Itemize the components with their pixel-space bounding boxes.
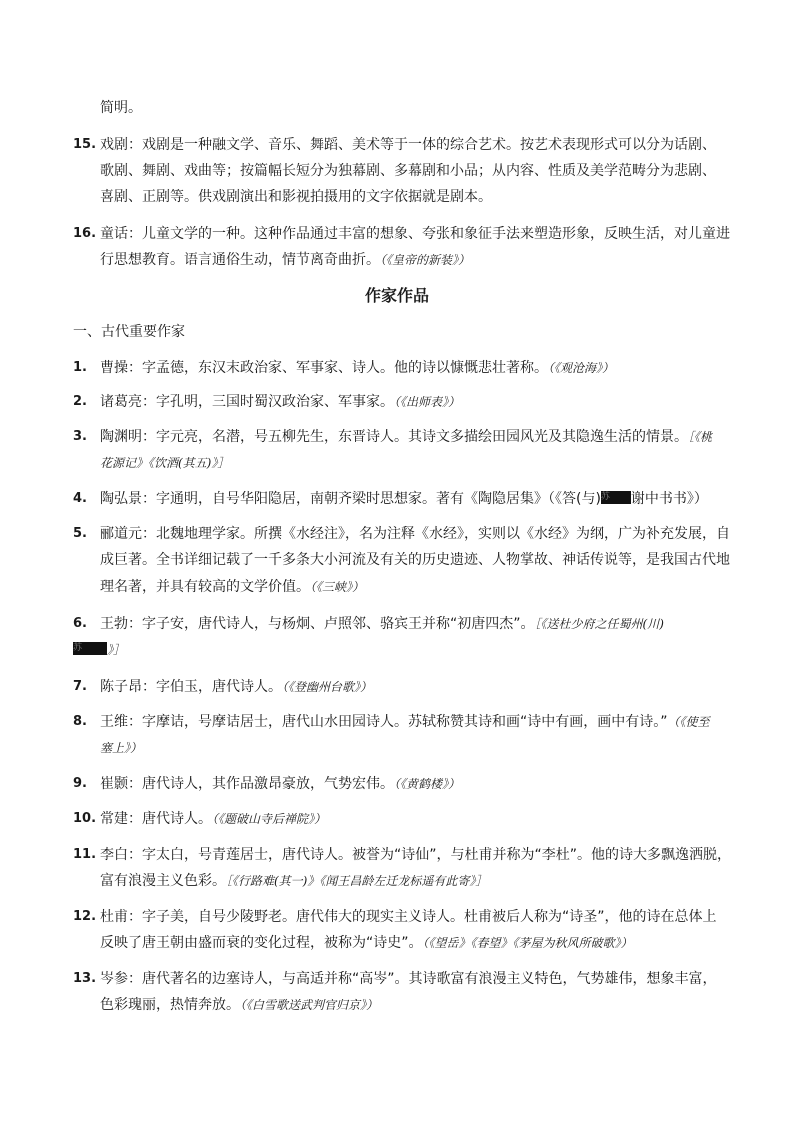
item-number: 11.: [73, 847, 97, 862]
paragraph-text: 简明。: [100, 100, 142, 116]
paragraph-text: 曹操：字孟德，东汉末政治家、军事家、诗人。他的诗以慷慨悲壮著称。: [100, 360, 548, 376]
item-number: 4.: [73, 491, 87, 506]
item-number: 7.: [73, 679, 87, 694]
item-number: 13.: [73, 971, 97, 986]
section-title: 作家作品: [364, 286, 429, 305]
works-reference: （《出师表》）: [394, 395, 461, 409]
redacted-char: 苏: [73, 643, 83, 653]
redaction-box: [601, 491, 631, 504]
item-number: 6.: [73, 616, 87, 631]
works-reference: （《观沧海》）: [548, 361, 615, 375]
paragraph-text: 歌剧、舞剧、戏曲等；按篇幅长短分为独幕剧、多幕剧和小品；从内容、性质及美学范畴分为悲剧、: [100, 163, 716, 179]
item-number: 9.: [73, 776, 87, 791]
paragraph-text: 崔颢：唐代诗人，其作品激昂豪放，气势宏伟。: [100, 776, 394, 792]
item-number: 3.: [73, 429, 87, 444]
works-reference: ［《桃: [688, 430, 713, 444]
paragraph-text: 谢中书书》）: [630, 491, 708, 507]
paragraph-text: 反映了唐王朝由盛而衰的变化过程，被称为“诗史”。: [100, 935, 423, 951]
works-reference: 塞上》）: [100, 741, 143, 755]
paragraph-text: 陶弘景：字通明，自号华阳隐居，南朝齐梁时思想家。著有《陶隐居集》（《答(与): [100, 491, 601, 507]
works-reference: 花源记》《饮酒(其五)》］: [100, 456, 230, 470]
paragraph-text: 岑参：唐代著名的边塞诗人，与高适并称“高岑”。其诗歌富有浪漫主义特色，气势雄伟，想象丰富，: [100, 971, 717, 987]
subsection-heading: 一、古代重要作家: [73, 324, 185, 340]
works-reference: （《黄鹤楼》）: [394, 777, 461, 791]
item-number: 10.: [73, 811, 97, 826]
works-reference: ［《行路难(其一)》《闻王昌龄左迁龙标遥有此寄》］: [226, 874, 488, 888]
works-reference: ［《送杜少府之任蜀州(川): [534, 617, 664, 631]
paragraph-text: 常建：唐代诗人。: [100, 811, 212, 827]
paragraph-text: 陈子昂：字伯玉，唐代诗人。: [100, 679, 282, 695]
works-reference: （《登幽州台歌》）: [282, 680, 373, 694]
works-reference: （《三峡》）: [310, 580, 365, 594]
paragraph-text: 童话：儿童文学的一种。这种作品通过丰富的想象、夸张和象征手法来塑造形象，反映生活，对儿童进: [100, 226, 730, 242]
redacted-char: 苏: [600, 492, 610, 502]
works-reference: 》］: [107, 643, 126, 657]
paragraph-text: 陶渊明：字元亮，名潜，号五柳先生，东晋诗人。其诗文多描绘田园风光及其隐逸生活的情景。: [100, 429, 688, 445]
paragraph-text: 理名著，并具有较高的文学价值。: [100, 579, 310, 595]
item-number: 12.: [73, 909, 97, 924]
works-reference: （《皇帝的新装》）: [380, 253, 471, 267]
paragraph-text: 王维：字摩诘，号摩诘居士，唐代山水田园诗人。苏轼称赞其诗和画“诗中有画，画中有诗。”: [100, 714, 668, 730]
item-number: 2.: [73, 394, 87, 409]
paragraph-text: 行思想教育。语言通俗生动，情节离奇曲折。: [100, 252, 380, 268]
paragraph-text: 成巨著。全书详细记载了一千多条大小河流及有关的历史遗迹、人物掌故、神话传说等，是我国古代地: [100, 552, 730, 568]
paragraph-text: 李白：字太白，号青莲居士，唐代诗人。被誉为“诗仙”，与杜甫并称为“李杜”。他的诗大多飘逸洒脱，: [100, 847, 732, 863]
item-number: 1.: [73, 360, 87, 375]
paragraph-text: 郦道元：北魏地理学家。所撰《水经注》，名为注释《水经》，实则以《水经》为纲，广为补充发展，自: [100, 526, 730, 542]
item-number: 16.: [73, 226, 97, 241]
item-number: 15.: [73, 137, 97, 152]
item-number: 8.: [73, 714, 87, 729]
works-reference: （《望岳》《春望》《茅屋为秋风所破歌》）: [422, 936, 633, 950]
paragraph-text: 杜甫：字子美，自号少陵野老。唐代伟大的现实主义诗人。杜甫被后人称为“诗圣”，他的诗在总体上: [100, 909, 717, 925]
paragraph-text: 王勃：字子安，唐代诗人，与杨炯、卢照邻、骆宾王并称“初唐四杰”。: [100, 616, 535, 632]
item-number: 5.: [73, 526, 87, 541]
works-reference: （《题破山寺后禅院》）: [212, 812, 327, 826]
paragraph-text: 诸葛亮：字孔明，三国时蜀汉政治家、军事家。: [100, 394, 394, 410]
paragraph-text: 色彩瑰丽，热情奔放。: [100, 997, 240, 1013]
paragraph-text: 喜剧、正剧等。供戏剧演出和影视拍摄用的文字依据就是剧本。: [100, 189, 492, 205]
works-reference: （《使至: [667, 715, 710, 729]
paragraph-text: 戏剧：戏剧是一种融文学、音乐、舞蹈、美术等于一体的综合艺术。按艺术表现形式可以分为话剧、: [100, 137, 716, 153]
paragraph-text: 富有浪漫主义色彩。: [100, 873, 226, 889]
redaction-box: [73, 642, 107, 655]
works-reference: （《白雪歌送武判官归京》）: [240, 998, 379, 1012]
